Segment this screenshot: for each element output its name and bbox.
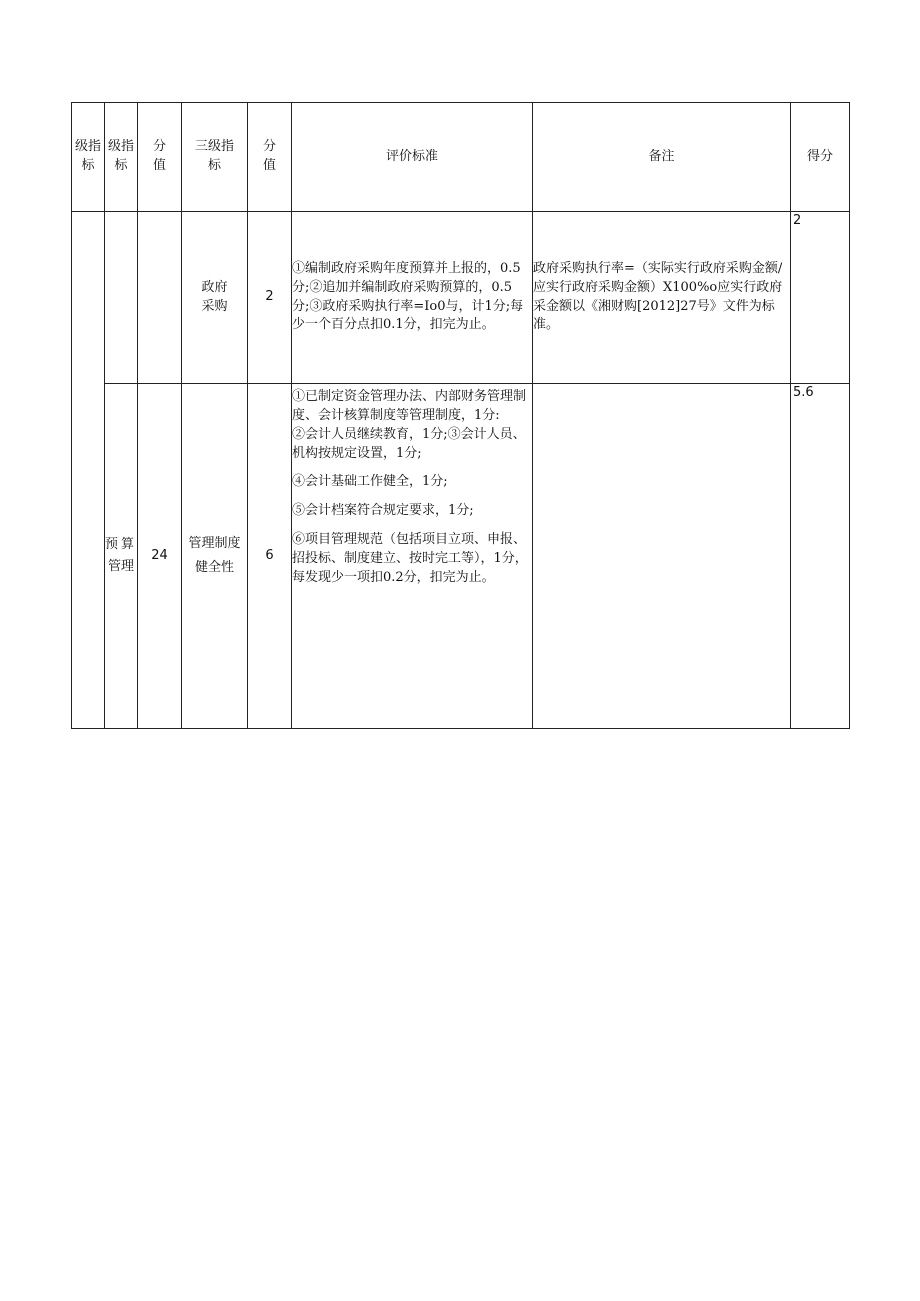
second-level-cell: 预算 管理 — [105, 384, 138, 729]
header-third-level: 三级指 标 — [182, 103, 248, 212]
standard-cell: ①编制政府采购年度预算并上报的，0.5分;②追加并编制政府采购预算的，0.5分;③政府采购执行率=Io0与，计1分;每少一个百分点扣0.1分，扣完为止。 — [292, 212, 533, 384]
header-third-points: 分 值 — [248, 103, 292, 212]
header-first-level: 级指 标 — [72, 103, 105, 212]
header-note: 备注 — [533, 103, 791, 212]
third-level-cell: 管理制度 健全性 — [182, 384, 248, 729]
note-cell: 政府采购执行率=（实际实行政府采购金额/应实行政府采购金额）X100%o应实行政府采金额以《湘财购[2012]27号》文件为标准。 — [533, 212, 791, 384]
points-cell: 2 — [248, 212, 292, 384]
header-row — [72, 103, 850, 212]
header-second-level: 级指 标 — [105, 103, 138, 212]
second-level-cell — [105, 212, 138, 384]
score-cell: 2 — [791, 212, 850, 384]
points-cell: 6 — [248, 384, 292, 729]
note-cell — [533, 384, 791, 729]
second-level-points-cell: 24 — [138, 384, 182, 729]
first-level-cell — [72, 212, 105, 729]
header-points: 分 值 — [138, 103, 182, 212]
table-row — [72, 384, 850, 729]
standard-cell: ①已制定资金管理办法、内部财务管理制度、会计核算制度等管理制度，1分: ②会计人员继续教育，1分;③会计人员、机构按规定设置，1分; ④会计基础工作健全，1分; ⑤会计档案符合规定要求，1分; ⑥项目管理规范（包括项目立项、申报、招投标、制度建立、按时完工等），1分，每发现少一项扣0.2分，扣完为止。 — [292, 384, 533, 729]
third-level-cell: 政府 采购 — [182, 212, 248, 384]
second-level-points-cell — [138, 212, 182, 384]
header-standard: 评价标准 — [292, 103, 533, 212]
evaluation-table — [71, 102, 850, 729]
header-score: 得分 — [791, 103, 850, 212]
score-cell: 5.6 — [791, 384, 850, 729]
table-row — [72, 212, 850, 384]
